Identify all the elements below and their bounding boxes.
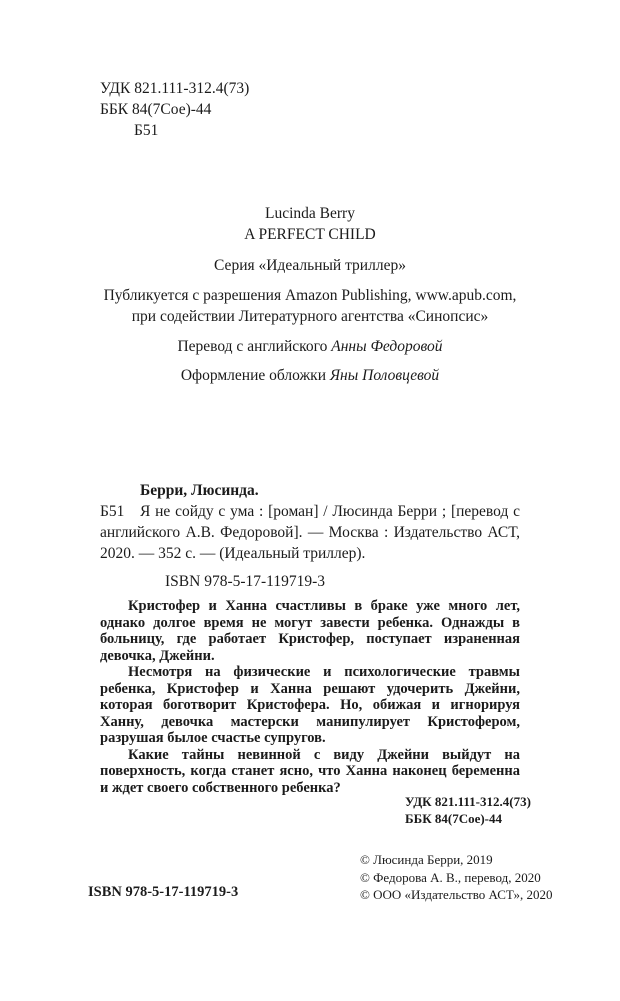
isbn-catalog: ISBN 978-5-17-119719-3 (165, 573, 326, 590)
publishing-rights-line2: при содействии Литературного агентства «Синопсис» (131, 308, 489, 325)
translation-credit (100, 336, 520, 357)
bbk-code: ББК 84(7Сое)-44 (100, 101, 212, 118)
original-author: Lucinda Berry (265, 205, 355, 222)
author-sign: Б51 (134, 122, 159, 139)
copyright-line: © ООО «Издательство АСТ», 2020 (360, 887, 553, 902)
cover-designer-name: Яны Половцевой (329, 367, 440, 384)
annotation-paragraph: Кристофер и Ханна счастливы в браке уже много лет, однако долгое время не могут завести ребенка. Однажды в больницу, где работает Кристофер, поступает израненная девочка, Джейни. (100, 598, 520, 664)
series-name: Серия «Идеальный триллер» (214, 257, 406, 274)
udk-code-bottom: УДК 821.111-312.4(73) (405, 794, 531, 809)
original-edition-block (100, 203, 520, 386)
translator-name: Анны Федоровой (331, 338, 443, 355)
catalog-author: Берри, Люсинда. (140, 482, 259, 499)
copyright-line: © Федорова А. В., перевод, 2020 (360, 869, 541, 885)
catalog-entry-row (100, 501, 520, 564)
annotation-paragraph: Какие тайны невинной с виду Джейни выйдут на поверхность, когда станет ясно, что Ханна наконец беременна и ждет своего собственного ребенка? (100, 746, 520, 796)
top-bibliographic-codes (100, 78, 520, 141)
publishing-rights-line1: Публикуется с разрешения Amazon Publishing, www.apub.com, (103, 287, 517, 304)
cover-credit (100, 365, 520, 386)
catalog-card (100, 480, 520, 592)
annotation-paragraph: Несмотря на физические и психологические травмы ребенка, Кристофер и Ханна решают удочерить Джейни, которая боготворит Кристофера. Но, обижая и игнорируя Ханну, девочка мастерски манипулирует Кристофером, разрушая былое счастье супругов. (100, 664, 520, 746)
catalog-author-sign: Б51 (100, 503, 125, 520)
bbk-code-bottom: ББК 84(7Сое)-44 (405, 811, 503, 826)
isbn-bottom: ISBN 978-5-17-119719-3 (88, 884, 239, 900)
copyright-block (360, 851, 553, 904)
publishing-rights (100, 285, 520, 327)
catalog-entry: Я не сойду с ума : [роман] / Люсинда Берри ; [перевод с английского А.В. Федоровой]. — Москва : Издательство АСТ, 2020. — 352 с. — (Идеальный триллер). (100, 503, 520, 562)
translation-credit-prefix: Перевод с английского (177, 338, 332, 355)
annotation-block (100, 598, 520, 796)
copyright-line: © Люсинда Берри, 2019 (360, 852, 493, 867)
original-title: A PERFECT CHILD (244, 226, 376, 243)
bottom-bibliographic-codes (405, 793, 531, 827)
udk-code: УДК 821.111-312.4(73) (100, 80, 250, 97)
cover-credit-prefix: Оформление обложки (180, 367, 330, 384)
